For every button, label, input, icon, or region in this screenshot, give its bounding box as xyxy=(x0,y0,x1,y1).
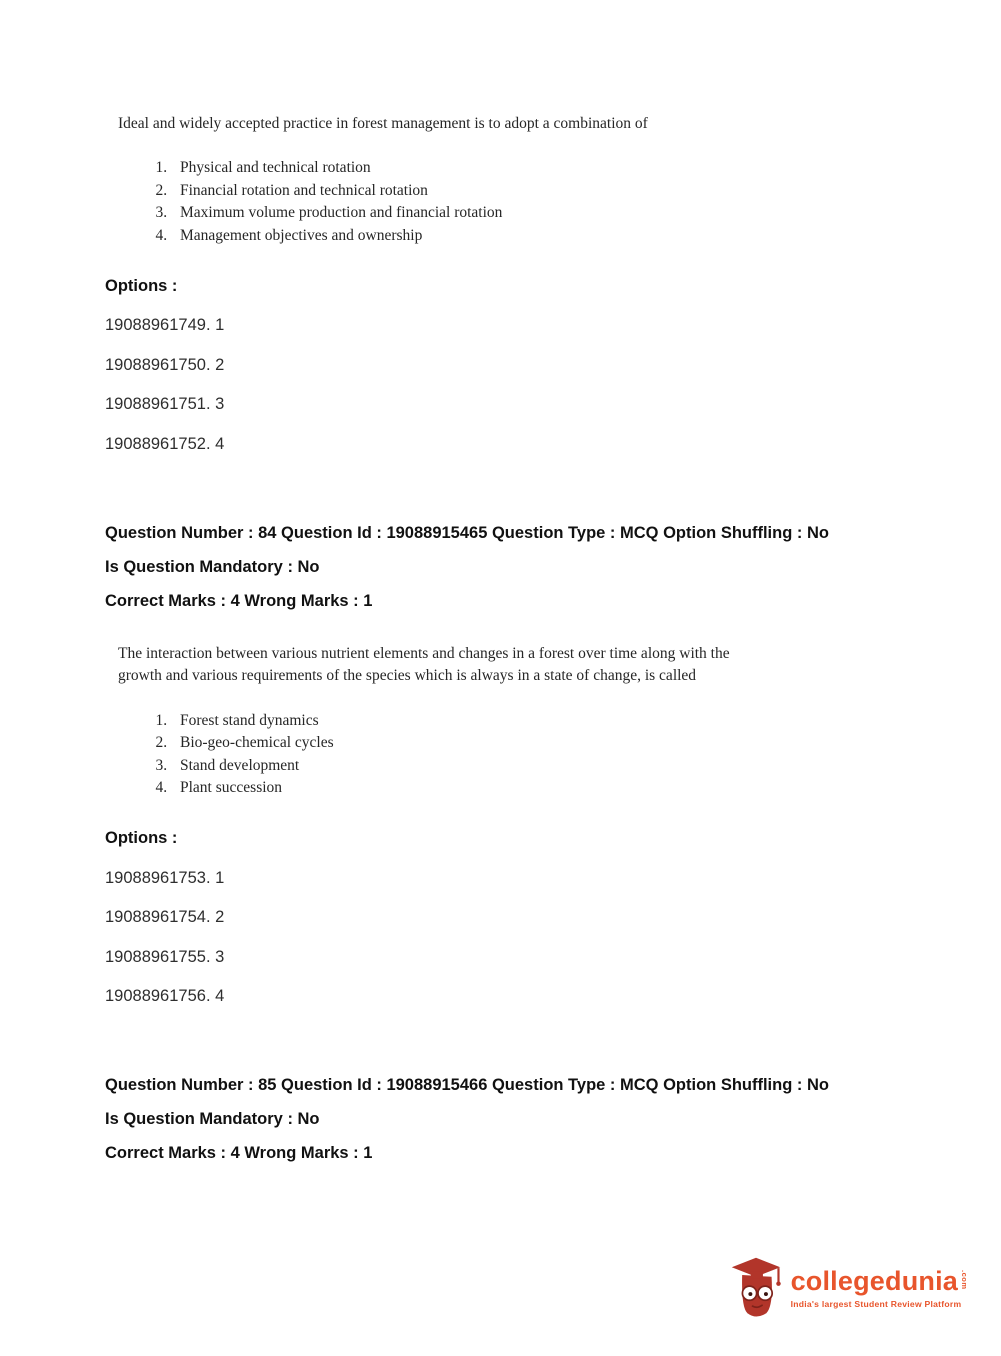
collegedunia-logo xyxy=(730,1256,969,1320)
option-id-line: 19088961751. 3 xyxy=(105,395,225,414)
question-84-header xyxy=(105,524,911,611)
question-header-line: Correct Marks : 4 Wrong Marks : 1 xyxy=(105,591,373,610)
question-text: Ideal and widely accepted practice in forest management is to adopt a combination of xyxy=(118,115,648,132)
choice-item: 4. Management objectives and ownership xyxy=(171,227,911,245)
brand-name: collegedunia xyxy=(790,1265,958,1296)
options-label: Options : xyxy=(105,276,178,295)
brand-tagline: India's largest Student Review Platform xyxy=(790,1299,962,1310)
choice-list xyxy=(171,159,911,245)
option-id-line: 19088961756. 4 xyxy=(105,987,225,1006)
choice-item: 1. Forest stand dynamics xyxy=(171,712,911,730)
graduate-mascot-icon xyxy=(730,1256,782,1320)
choice-item: 2. Bio-geo-chemical cycles xyxy=(171,734,911,752)
choice-item: 2. Financial rotation and technical rotation xyxy=(171,182,911,200)
options-label: Options : xyxy=(105,829,178,848)
option-id-line: 19088961753. 1 xyxy=(105,868,225,887)
choice-item: 3. Maximum volume production and financial rotation xyxy=(171,204,911,222)
question-header-line: Question Number : 85 Question Id : 19088915466 Question Type : MCQ Option Shuffling : No xyxy=(105,1076,829,1095)
choice-list xyxy=(171,712,911,798)
brand-com-suffix: .com xyxy=(960,1269,969,1290)
brand-text xyxy=(791,1267,969,1309)
question-85-header xyxy=(105,1076,911,1163)
question-header-line: Is Question Mandatory : No xyxy=(105,1110,320,1129)
question-header-line: Correct Marks : 4 Wrong Marks : 1 xyxy=(105,1144,373,1163)
option-id-line: 19088961750. 2 xyxy=(105,355,225,374)
option-id-line: 19088961755. 3 xyxy=(105,947,225,966)
choice-item: 3. Stand development xyxy=(171,757,911,775)
question-text: The interaction between various nutrient elements and changes in a forest over time along with the growth and various requirements of the species which is always in a state of change, is called xyxy=(118,644,730,685)
question-header-line: Is Question Mandatory : No xyxy=(105,557,320,576)
choice-item: 1. Physical and technical rotation xyxy=(171,159,911,177)
choice-item: 4. Plant succession xyxy=(171,779,911,797)
option-id-line: 19088961754. 2 xyxy=(105,908,225,927)
option-id-line: 19088961752. 4 xyxy=(105,434,225,453)
option-id-line: 19088961749. 1 xyxy=(105,316,225,335)
question-header-line: Question Number : 84 Question Id : 19088915465 Question Type : MCQ Option Shuffling : No xyxy=(105,523,829,542)
